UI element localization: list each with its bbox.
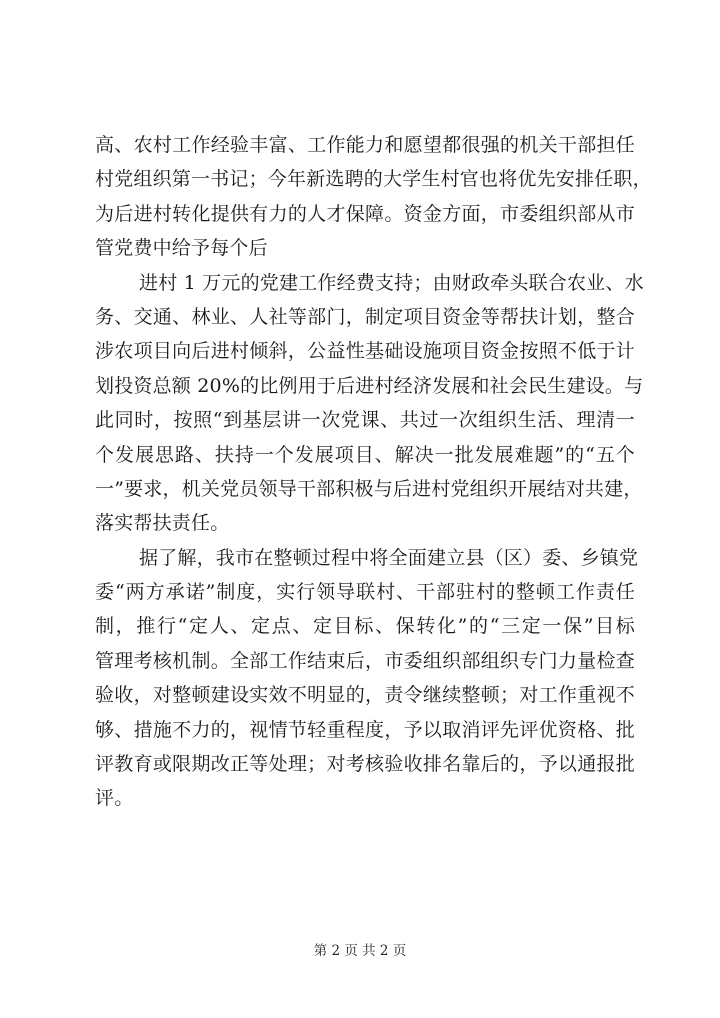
text-line: 一”要求，机关党员领导干部积极与后进村党组织开展结对共建， — [95, 477, 643, 500]
text-line: 评。 — [95, 787, 134, 810]
text-line: 涉农项目向后进村倾斜，公益性基础设施项目资金按照不低于计 — [95, 340, 635, 363]
text-line: 为后进村转化提供有力的人才保障。资金方面，市委组织部从市 — [95, 202, 635, 225]
paragraph — [95, 541, 639, 816]
text-line: 落实帮扶责任。 — [95, 512, 230, 535]
text-line: 务、交通、林业、人社等部门，制定项目资金等帮扶计划，整合 — [95, 305, 635, 328]
text-line: 管理考核机制。全部工作结束后，市委组织部组织专门力量检查 — [95, 649, 635, 672]
text-line: 够、措施不力的，视情节轻重程度，予以取消评先评优资格、批 — [95, 718, 635, 741]
paragraph — [95, 128, 652, 266]
text-line: 委“两方承诺”制度，实行领导联村、干部驻村的整顿工作责任 — [95, 581, 635, 604]
page-footer: 第 2 页 共 2 页 — [313, 943, 407, 959]
text-line: 此同时，按照“到基层讲一次党课、共过一次组织生活、理清一 — [95, 409, 635, 432]
text-line: 进村 1 万元的党建工作经费支持；由财政牵头联合农业、水 — [139, 271, 644, 294]
text-line: 村党组织第一书记；今年新选聘的大学生村官也将优先安排任职， — [95, 168, 652, 191]
text-line: 划投资总额 20%的比例用于后进村经济发展和社会民生建设。与 — [95, 374, 644, 397]
document-body — [95, 128, 652, 816]
text-line: 管党费中给予每个后 — [95, 237, 268, 260]
text-line: 验收，对整顿建设实效不明显的，责令继续整顿；对工作重视不 — [95, 684, 635, 707]
text-line: 高、农村工作经验丰富、工作能力和愿望都很强的机关干部担任 — [95, 134, 635, 156]
text-line: 评教育或限期改正等处理；对考核验收排名靠后的，予以通报批 — [95, 753, 635, 776]
paragraph — [95, 266, 644, 541]
text-line: 据了解，我市在整顿过程中将全面建立县（区）委、乡镇党 — [139, 546, 639, 569]
text-line: 制，推行“定人、定点、定目标、保转化”的“三定一保”目标 — [95, 615, 635, 638]
text-line: 个发展思路、扶持一个发展项目、解决一批发展难题”的“五个 — [95, 443, 635, 466]
